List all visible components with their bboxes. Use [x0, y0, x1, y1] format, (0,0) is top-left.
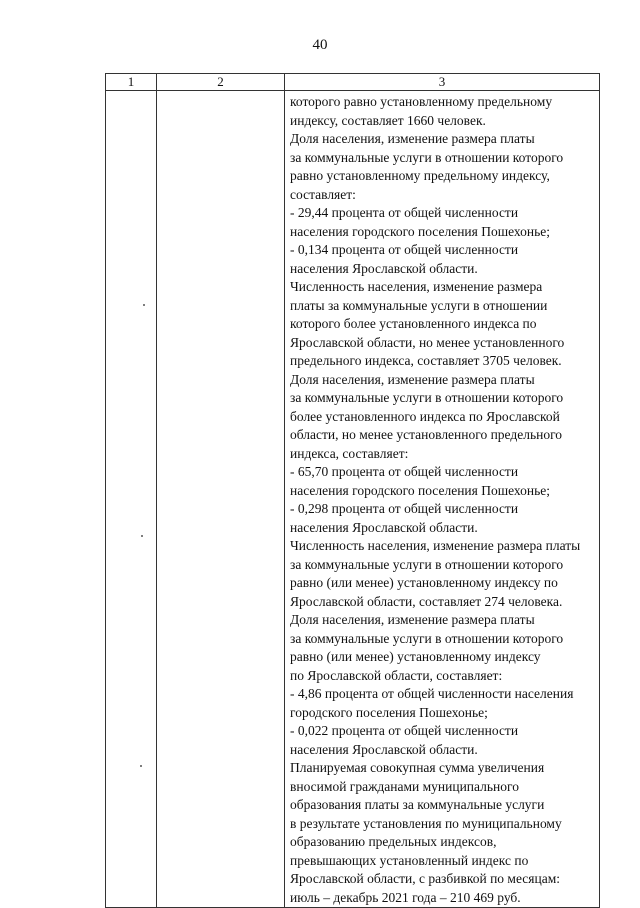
column-3-text-cell: [285, 91, 600, 908]
text-line: более установленного индекса по Ярославской: [290, 408, 560, 424]
text-line: за коммунальные услуги в отношении которого: [290, 630, 564, 646]
text-line: - 4,86 процента от общей численности населения: [290, 686, 574, 701]
document-table: [105, 73, 600, 908]
text-line: за коммунальные услуги в отношении которого: [290, 149, 564, 165]
text-line: Доля населения, изменение размера платы: [290, 371, 535, 387]
text-line: июль – декабрь 2021 года – 210 469 руб.: [290, 889, 521, 905]
text-line: - 0,298 процента от общей численности: [290, 501, 519, 516]
column-header-1: 1: [106, 74, 157, 91]
text-line: за коммунальные услуги в отношении которого: [290, 390, 564, 405]
text-line: образования платы за коммунальные услуги: [290, 797, 545, 812]
text-line: Планируемая совокупная сумма увеличения: [290, 760, 545, 775]
text-line: индексу, составляет 1660 человек.: [290, 112, 486, 128]
scan-mark: [141, 535, 143, 537]
text-line: населения Ярославской области.: [290, 260, 478, 276]
text-line: равно установленному предельному индексу,: [290, 168, 550, 183]
text-line: равно (или менее) установленному индексу: [290, 649, 541, 664]
text-line: Ярославской области, с разбивкой по месяцам:: [290, 871, 561, 886]
text-line: Доля населения, изменение размера платы: [290, 612, 535, 627]
scan-mark: [140, 765, 142, 767]
text-line: Ярославской области, но менее установленного: [290, 334, 565, 350]
page-number: 40: [312, 37, 328, 53]
text-line: индекса, составляет:: [290, 445, 409, 461]
text-line: платы за коммунальные услуги в отношении: [290, 297, 548, 313]
text-line: которого более установленного индекса по: [290, 316, 537, 331]
text-line: превышающих установленный индекс по: [290, 852, 529, 868]
text-line: населения городского поселения Пошехонье;: [290, 482, 551, 498]
column-header-2: 2: [157, 74, 285, 91]
table-body-row: [106, 91, 600, 908]
text-line: Доля населения, изменение размера платы: [290, 131, 535, 146]
text-line: в результате установления по муниципальному: [290, 815, 562, 831]
column-2-cell: [157, 91, 285, 908]
table-header-row: [106, 74, 600, 91]
text-line: составляет:: [290, 186, 356, 202]
text-line: Численность населения, изменение размера платы: [290, 538, 581, 553]
text-line: Ярославской области, составляет 274 человека.: [290, 593, 563, 609]
column-header-3: 3: [285, 74, 600, 91]
text-line: образованию предельных индексов,: [290, 834, 497, 849]
text-line: - 0,134 процента от общей численности: [290, 242, 519, 257]
text-line: вносимой гражданами муниципального: [290, 778, 519, 794]
text-line: населения городского поселения Пошехонье;: [290, 223, 551, 239]
text-line: по Ярославской области, составляет:: [290, 667, 503, 683]
text-line: городского поселения Пошехонье;: [290, 704, 488, 720]
text-line: за коммунальные услуги в отношении которого: [290, 556, 564, 572]
text-line: - 0,022 процента от общей численности: [290, 723, 519, 738]
text-line: которого равно установленному предельному: [290, 94, 553, 109]
text-line: населения Ярославской области.: [290, 741, 478, 757]
text-line: области, но менее установленного предельного: [290, 427, 563, 442]
scan-mark: [143, 304, 145, 306]
text-line: - 29,44 процента от общей численности: [290, 205, 519, 220]
text-line: населения Ярославской области.: [290, 519, 478, 535]
column-1-cell: [106, 91, 157, 908]
text-line: предельного индекса, составляет 3705 человек.: [290, 353, 562, 368]
text-line: Численность населения, изменение размера: [290, 279, 543, 294]
text-line: - 65,70 процента от общей численности: [290, 464, 519, 479]
text-line: равно (или менее) установленному индексу по: [290, 575, 558, 590]
